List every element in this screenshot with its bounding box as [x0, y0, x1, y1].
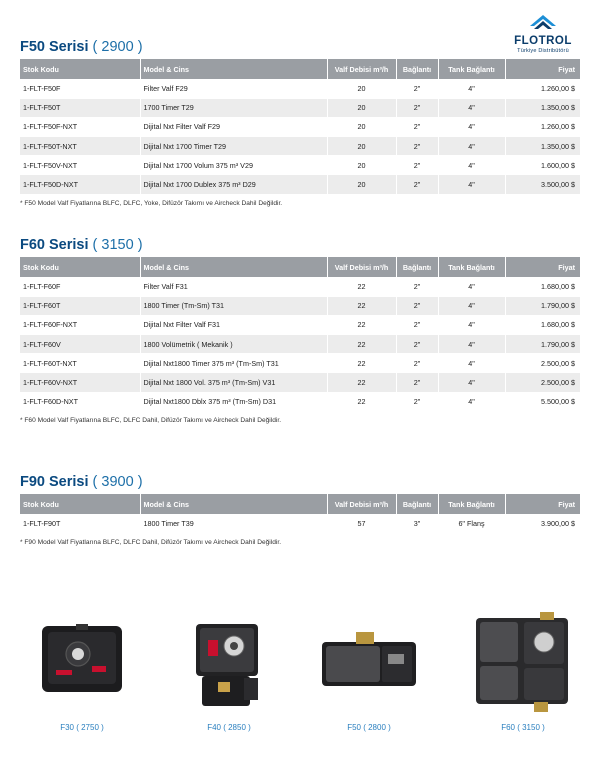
cell-stock-code: 1-FLT-F60D-NXT — [20, 392, 140, 411]
series-name: F50 Serisi — [20, 39, 89, 55]
cell-flow: 20 — [327, 98, 396, 117]
cell-flow: 20 — [327, 175, 396, 194]
table-row — [20, 175, 580, 194]
cell-price: 1.680,00 $ — [505, 277, 580, 296]
cell-tank: 4" — [438, 392, 505, 411]
cell-stock-code: 1-FLT-F50V-NXT — [20, 156, 140, 175]
col-stock-code: Stok Kodu — [20, 494, 140, 514]
table-row — [20, 354, 580, 373]
product-caption: F40 ( 2850 ) — [207, 723, 251, 732]
table-row — [20, 392, 580, 411]
table-row — [20, 373, 580, 392]
col-price: Fiyat — [505, 59, 580, 79]
cell-flow: 20 — [327, 117, 396, 136]
series-name: F90 Serisi — [20, 474, 89, 490]
cell-price: 1.790,00 $ — [505, 296, 580, 315]
cell-price: 3.900,00 $ — [505, 514, 580, 533]
section-title — [20, 474, 580, 492]
table-row — [20, 277, 580, 296]
col-model: Model & Cins — [140, 59, 327, 79]
price-table — [20, 59, 580, 195]
cell-stock-code: 1-FLT-F50F — [20, 79, 140, 98]
price-table — [20, 494, 580, 534]
table-row — [20, 117, 580, 136]
table-row — [20, 296, 580, 315]
logo-brand: FLOTROL — [514, 35, 572, 47]
section-f60 — [20, 237, 580, 424]
product-f40 — [186, 616, 272, 736]
col-tank: Tank Bağlantı — [438, 494, 505, 514]
cell-model: Filter Valf F31 — [140, 277, 327, 296]
series-code: ( 2900 ) — [92, 39, 143, 55]
cell-connection: 2" — [396, 79, 438, 98]
cell-model: Dijital Nxt Filter Valf F31 — [140, 315, 327, 334]
cell-price: 2.500,00 $ — [505, 373, 580, 392]
cell-tank: 4" — [438, 98, 505, 117]
cell-price: 1.790,00 $ — [505, 335, 580, 354]
cell-flow: 57 — [327, 514, 396, 533]
table-row — [20, 156, 580, 175]
cell-price: 1.350,00 $ — [505, 137, 580, 156]
cell-tank: 4" — [438, 137, 505, 156]
table-row — [20, 315, 580, 334]
price-table — [20, 257, 580, 412]
cell-flow: 22 — [327, 315, 396, 334]
product-caption: F60 ( 3150 ) — [501, 723, 545, 732]
cell-model: 1800 Timer (Tm-Sm) T31 — [140, 296, 327, 315]
col-price: Fiyat — [505, 257, 580, 277]
col-stock-code: Stok Kodu — [20, 59, 140, 79]
cell-tank: 4" — [438, 296, 505, 315]
logo-subtitle: Türkiye Distribütörü — [517, 48, 569, 54]
cell-model: 1800 Volümetrik ( Mekanik ) — [140, 335, 327, 354]
cell-tank: 4" — [438, 354, 505, 373]
series-name: F60 Serisi — [20, 237, 89, 253]
cell-flow: 22 — [327, 392, 396, 411]
table-row — [20, 514, 580, 533]
cell-stock-code: 1-FLT-F50T — [20, 98, 140, 117]
cell-flow: 22 — [327, 277, 396, 296]
cell-tank: 4" — [438, 79, 505, 98]
cell-model: 1800 Timer T39 — [140, 514, 327, 533]
valve-f50-image — [316, 628, 422, 694]
cell-stock-code: 1-FLT-F60V-NXT — [20, 373, 140, 392]
col-tank: Tank Bağlantı — [438, 257, 505, 277]
cell-stock-code: 1-FLT-F50T-NXT — [20, 137, 140, 156]
valve-f40-image — [186, 616, 272, 712]
section-f90 — [20, 474, 580, 546]
cell-tank: 6" Flanş — [438, 514, 505, 533]
cell-connection: 2" — [396, 315, 438, 334]
cell-connection: 2" — [396, 98, 438, 117]
cell-connection: 2" — [396, 156, 438, 175]
cell-stock-code: 1-FLT-F50F-NXT — [20, 117, 140, 136]
col-flow: Valf Debisi m³/h — [327, 59, 396, 79]
section-note: * F60 Model Valf Fiyatlarına BLFC, DLFC Dahil, Difüzör Takımı ve Aircheck Dahil Değildir. — [20, 416, 282, 424]
cell-model: Dijital Nxt 1800 Vol. 375 m³ (Tm-Sm) V31 — [140, 373, 327, 392]
cell-model: 1700 Timer T29 — [140, 98, 327, 117]
series-code: ( 3900 ) — [92, 474, 143, 490]
product-f50 — [316, 628, 422, 736]
section-note: * F50 Model Valf Fiyatlarına BLFC, DLFC, Yoke, Difüzör Takımı ve Aircheck Dahil Değildir. — [20, 199, 283, 207]
cell-flow: 22 — [327, 354, 396, 373]
table-row — [20, 79, 580, 98]
table-row — [20, 98, 580, 117]
cell-model: Dijital Nxt Filter Valf F29 — [140, 117, 327, 136]
cell-connection: 2" — [396, 277, 438, 296]
col-stock-code: Stok Kodu — [20, 257, 140, 277]
cell-connection: 2" — [396, 354, 438, 373]
cell-model: Filter Valf F29 — [140, 79, 327, 98]
cell-tank: 4" — [438, 175, 505, 194]
cell-tank: 4" — [438, 117, 505, 136]
cell-connection: 2" — [396, 392, 438, 411]
cell-flow: 20 — [327, 79, 396, 98]
cell-flow: 20 — [327, 156, 396, 175]
section-note: * F90 Model Valf Fiyatlarına BLFC, DLFC Dahil, Difüzör Takımı ve Aircheck Dahil Değildir. — [20, 538, 282, 546]
cell-model: Dijital Nxt1800 Timer 375 m³ (Tm-Sm) T31 — [140, 354, 327, 373]
cell-flow: 22 — [327, 373, 396, 392]
cell-tank: 4" — [438, 373, 505, 392]
cell-stock-code: 1-FLT-F90T — [20, 514, 140, 533]
cell-flow: 22 — [327, 335, 396, 354]
col-flow: Valf Debisi m³/h — [327, 257, 396, 277]
col-connection: Bağlantı — [396, 59, 438, 79]
table-header — [20, 494, 580, 514]
cell-flow: 22 — [327, 296, 396, 315]
cell-price: 5.500,00 $ — [505, 392, 580, 411]
cell-stock-code: 1-FLT-F60T-NXT — [20, 354, 140, 373]
cell-model: Dijital Nxt 1700 Timer T29 — [140, 137, 327, 156]
col-connection: Bağlantı — [396, 257, 438, 277]
col-flow: Valf Debisi m³/h — [327, 494, 396, 514]
cell-model: Dijital Nxt 1700 Dublex 375 m³ D29 — [140, 175, 327, 194]
cell-connection: 2" — [396, 175, 438, 194]
cell-model: Dijital Nxt 1700 Volum 375 m³ V29 — [140, 156, 327, 175]
cell-price: 1.350,00 $ — [505, 98, 580, 117]
cell-connection: 3" — [396, 514, 438, 533]
valve-f60-image — [470, 610, 576, 714]
cell-connection: 2" — [396, 373, 438, 392]
cell-connection: 2" — [396, 117, 438, 136]
logo-chevron-icon — [528, 14, 558, 34]
col-tank: Tank Bağlantı — [438, 59, 505, 79]
cell-stock-code: 1-FLT-F60F — [20, 277, 140, 296]
cell-tank: 4" — [438, 335, 505, 354]
series-code: ( 3150 ) — [92, 237, 143, 253]
product-f30 — [36, 618, 128, 736]
product-caption: F50 ( 2800 ) — [347, 723, 391, 732]
col-model: Model & Cins — [140, 494, 327, 514]
cell-stock-code: 1-FLT-F60V — [20, 335, 140, 354]
section-title — [20, 237, 580, 255]
cell-model: Dijital Nxt1800 Dblx 375 m³ (Tm-Sm) D31 — [140, 392, 327, 411]
cell-connection: 2" — [396, 296, 438, 315]
cell-price: 1.680,00 $ — [505, 315, 580, 334]
table-row — [20, 335, 580, 354]
cell-price: 2.500,00 $ — [505, 354, 580, 373]
cell-connection: 2" — [396, 137, 438, 156]
cell-stock-code: 1-FLT-F60T — [20, 296, 140, 315]
col-model: Model & Cins — [140, 257, 327, 277]
cell-price: 1.260,00 $ — [505, 117, 580, 136]
cell-tank: 4" — [438, 156, 505, 175]
section-title — [20, 39, 580, 57]
product-caption: F30 ( 2750 ) — [60, 723, 104, 732]
cell-price: 1.600,00 $ — [505, 156, 580, 175]
cell-price: 3.500,00 $ — [505, 175, 580, 194]
section-f50 — [20, 39, 580, 207]
cell-tank: 4" — [438, 315, 505, 334]
cell-connection: 2" — [396, 335, 438, 354]
col-price: Fiyat — [505, 494, 580, 514]
table-row — [20, 137, 580, 156]
valve-f30-image — [36, 618, 128, 696]
cell-stock-code: 1-FLT-F60F-NXT — [20, 315, 140, 334]
cell-price: 1.260,00 $ — [505, 79, 580, 98]
table-header — [20, 59, 580, 79]
col-connection: Bağlantı — [396, 494, 438, 514]
cell-tank: 4" — [438, 277, 505, 296]
cell-stock-code: 1-FLT-F50D-NXT — [20, 175, 140, 194]
table-header — [20, 257, 580, 277]
cell-flow: 20 — [327, 137, 396, 156]
product-f60 — [470, 610, 576, 736]
